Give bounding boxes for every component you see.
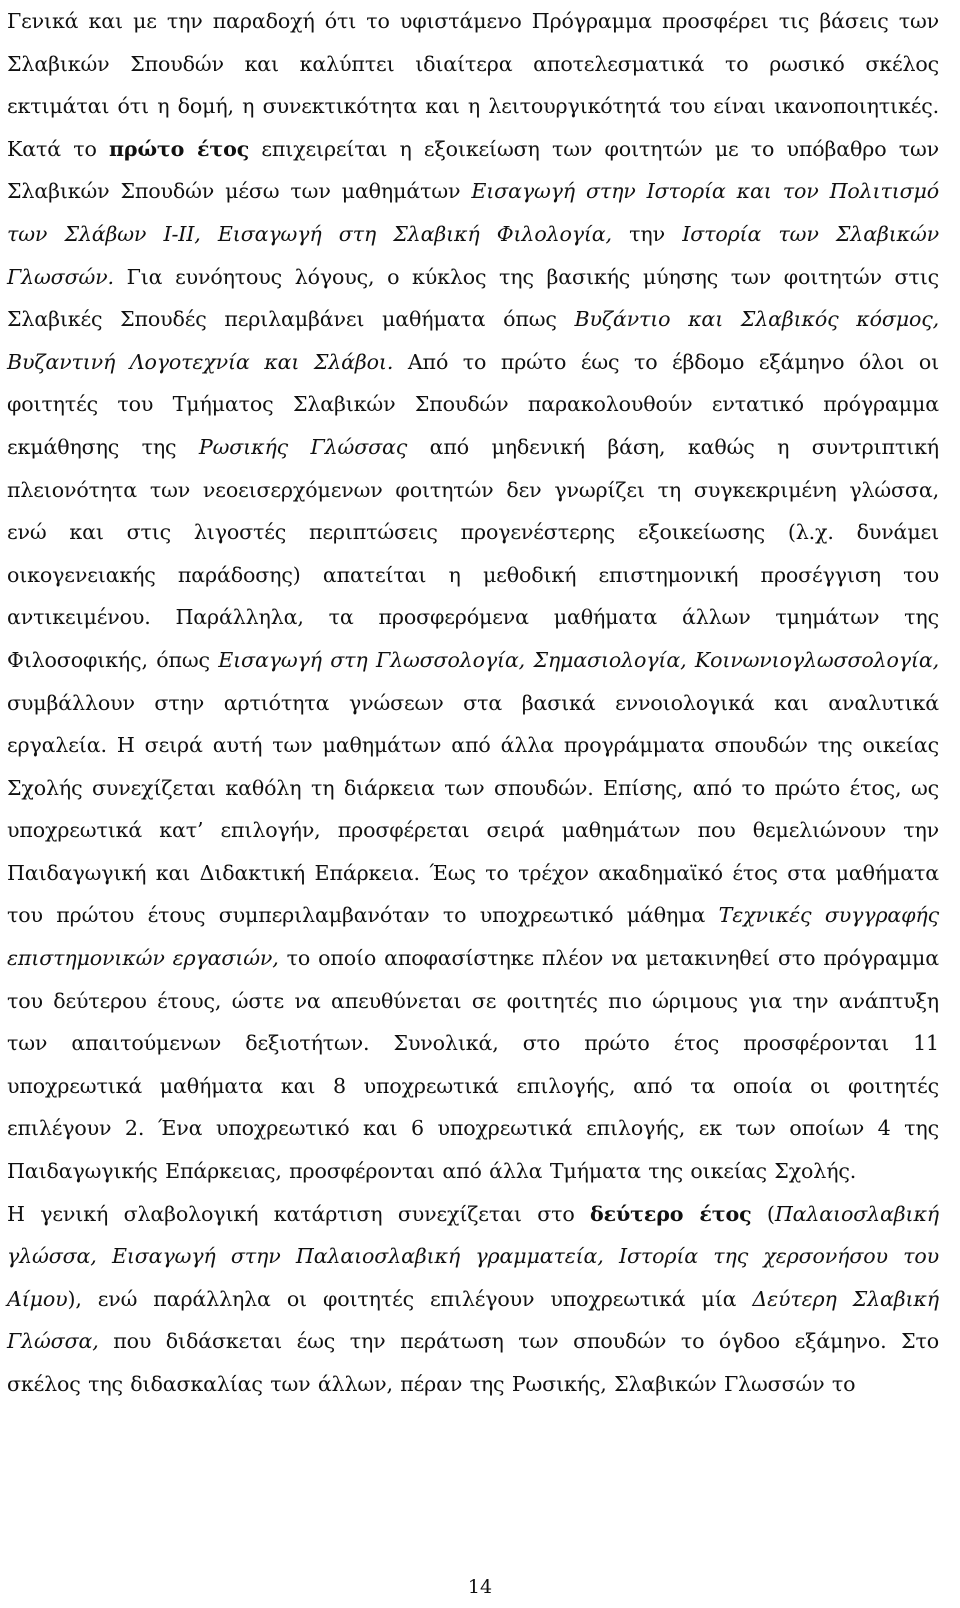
italic-course-titles: Βυζάντιο και Σλαβικός κόσμος, Βυζαντινή Λογοτεχνία και Σλάβοι. [7, 307, 940, 374]
paragraph-second-year [7, 1193, 939, 1406]
italic-course-titles: Εισαγωγή στην Ιστορία και τον Πολιτισμό των Σλάβων I-II, Εισαγωγή στη Σλαβική Φιλολογία, [7, 179, 940, 246]
paragraph-first-year [7, 0, 939, 1193]
text-run: Για ευνόητους λόγους, ο κύκλος της βασικής μύησης των φοιτητών στις Σλαβικές Σπουδές περιλαμβάνει μαθήματα όπως [7, 264, 939, 332]
bold-term-first-year: πρώτο έτος [108, 136, 250, 161]
text-run: Η γενική σλαβολογική κατάρτιση συνεχίζεται στο [7, 1201, 591, 1226]
text-run: που διδάσκεται έως την περάτωση των σπουδών το όγδοο εξάμηνο. Στο σκέλος της διδασκαλίας των άλλων, πέραν της Ρωσικής, Σλαβικών Γλωσσών το [7, 1329, 939, 1396]
italic-course-titles: Παλαιοσλαβική γλώσσα, Εισαγωγή στην Παλαιοσλαβική γραμματεία, Ιστορία της χερσονήσου του Αίμου [7, 1201, 940, 1311]
document-page [7, 0, 939, 1406]
text-run: συμβάλλουν στην αρτιότητα γνώσεων στα βασικά εννοιολογικά και αναλυτικά εργαλεία. Η σειρά αυτή των μαθημάτων από άλλα προγράμματα σπουδών της οικείας Σχολής συνεχίζεται καθόλη τη διάρκεια των σπουδών. Επίσης, από το πρώτο έτος, ως υποχρεωτικά κατ’ επιλογήν, προσφέρεται σειρά μαθημάτων που θεμελιώνουν την Παιδαγωγική και Διδακτική Επάρκεια. Έως το τρέχον ακαδημαϊκό έτος στα μαθήματα του πρώτου έτους συμπεριλαμβανόταν το υποχρεωτικό μάθημα [7, 690, 939, 928]
text-run: ( [751, 1201, 775, 1226]
text-run: Γενικά και με την παραδοχή ότι το υφιστάμενο Πρόγραμμα προσφέρει τις βάσεις των Σλαβικών Σπουδών και καλύπτει ιδιαίτερα αποτελεσματικά το ρωσικό σκέλος εκτιμάται ότι η δομή, η συνεκτικότητα και η λειτουργικότητά του είναι ικανοποιητικές. Κατά το [7, 9, 939, 161]
page-number: 14 [467, 1576, 493, 1598]
italic-course-titles: Εισαγωγή στη Γλωσσολογία, Σημασιολογία, Κοινωνιογλωσσολογία, [218, 647, 939, 672]
text-run: Από το πρώτο έως το έβδομο εξάμηνο όλοι οι φοιτητές του Τμήματος Σλαβικών Σπουδών παρακολουθούν εντατικό πρόγραμμα εκμάθησης της [7, 349, 939, 459]
italic-course-title: Ιστορία των Σλαβικών Γλωσσών. [7, 221, 940, 289]
text-run: από μηδενική βάση, καθώς η συντριπτική πλειονότητα των νεοεισερχόμενων φοιτητών δεν γνωρίζει τη συγκεκριμένη γλώσσα, ενώ και στις λιγοστές περιπτώσεις προγενέστερης εξοικείωσης (λ.χ. δυνάμει οικογενειακής παράδοσης) απατείται η μεθοδική επιστημονική προσέγγιση του αντικειμένου. Παράλληλα, τα προσφερόμενα μαθήματα άλλων τμημάτων της Φιλοσοφικής, όπως [7, 434, 939, 672]
italic-course-title: Τεχνικές συγγραφής επιστημονικών εργασιών, [7, 903, 939, 971]
italic-course-title: Δεύτερη Σλαβική Γλώσσα, [7, 1286, 939, 1354]
text-run: την [611, 221, 683, 246]
italic-course-title: Ρωσικής Γλώσσας [198, 434, 408, 459]
text-run: επιχειρείται η εξοικείωση των φοιτητών με το υπόβαθρο των Σλαβικών Σπουδών μέσω των μαθημάτων [7, 136, 939, 204]
text-run: ), ενώ παράλληλα οι φοιτητές επιλέγουν υποχρεωτικά μία [67, 1286, 753, 1311]
bold-term-second-year: δεύτερο έτος [590, 1201, 752, 1226]
text-run: το οποίο αποφασίστηκε πλέον να μετακινηθεί στο πρόγραμμα του δεύτερου έτους, ώστε να απευθύνεται σε φοιτητές πιο ώριμους για την ανάπτυξη των απαιτούμενων δεξιοτήτων. Συνολικά, στο πρώτο έτος προσφέρονται 11 υποχρεωτικά μαθήματα και 8 υποχρεωτικά επιλογής, από τα οποία οι φοιτητές επιλέγουν 2. Ένα υποχρεωτικό και 6 υποχρεωτικά επιλογής, εκ των οποίων 4 της Παιδαγωγικής Επάρκειας, προσφέρονται από άλλα Τμήματα της οικείας Σχολής. [7, 946, 939, 1184]
